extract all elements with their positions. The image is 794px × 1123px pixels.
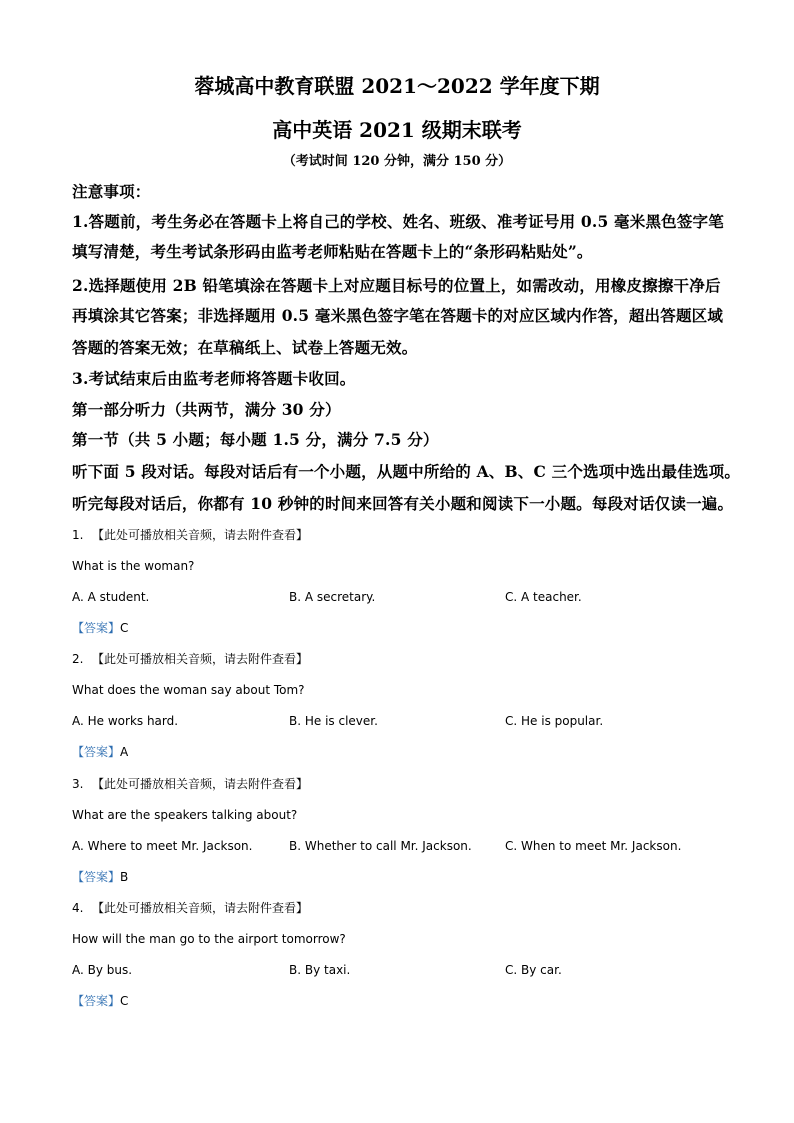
answer-line xyxy=(72,869,128,885)
option-a: A. He works hard. xyxy=(72,714,179,728)
notice-line: 2.选择题使用 2B 铅笔填涂在答题卡上对应题目标号的位置上，如需改动，用橡皮擦擦干净后 xyxy=(72,276,721,295)
question-text: What does the woman say about Tom? xyxy=(72,683,305,697)
question-text: What are the speakers talking about? xyxy=(72,808,298,822)
question-number: 3. xyxy=(72,777,84,791)
option-b: B. He is clever. xyxy=(289,714,378,728)
exam-info: （考试时间 120 分钟，满分 150 分） xyxy=(282,154,512,169)
notice-line: 答题的答案无效；在草稿纸上、试卷上答题无效。 xyxy=(72,338,418,357)
answer-line xyxy=(72,993,128,1009)
option-c: C. When to meet Mr. Jackson. xyxy=(505,839,682,853)
notice-line: 3.考试结束后由监考老师将答题卡收回。 xyxy=(72,369,356,388)
option-c: C. He is popular. xyxy=(505,714,604,728)
question-number: 2. xyxy=(72,652,84,666)
notice-line: 再填涂其它答案；非选择题用 0.5 毫米黑色签字笔在答题卡的对应区域内作答，超出答题区域 xyxy=(72,306,724,325)
notice-line: 填写清楚，考生考试条形码由监考老师粘贴在答题卡上的“条形码粘贴处”。 xyxy=(72,242,593,261)
part-heading: 第一部分听力（共两节，满分 30 分） xyxy=(72,400,341,419)
answer-line xyxy=(72,620,128,636)
option-a: A. Where to meet Mr. Jackson. xyxy=(72,839,253,853)
audio-placeholder[interactable]: 【此处可播放相关音频，请去附件查看】 xyxy=(92,652,309,666)
notice-line: 1.答题前，考生务必在答题卡上将自己的学校、姓名、班级、准考证号用 0.5 毫米黑色签字笔 xyxy=(72,212,724,231)
answer-label: 【答案】 xyxy=(72,870,121,884)
answer-value: C xyxy=(120,621,129,635)
question-number: 1. xyxy=(72,528,84,542)
audio-placeholder[interactable]: 【此处可播放相关音频，请去附件查看】 xyxy=(92,528,309,542)
option-b: B. A secretary. xyxy=(289,590,376,604)
instruction-line: 听完每段对话后，你都有 10 秒钟的时间来回答有关小题和阅读下一小题。每段对话仅读一遍。 xyxy=(72,494,734,513)
section-heading: 第一节（共 5 小题；每小题 1.5 分，满分 7.5 分） xyxy=(72,430,439,449)
answer-label: 【答案】 xyxy=(72,994,121,1008)
answer-value: C xyxy=(120,994,129,1008)
question-number: 4. xyxy=(72,901,84,915)
exam-subtitle: 高中英语 2021 级期末联考 xyxy=(272,118,522,142)
option-c: C. A teacher. xyxy=(505,590,582,604)
option-a: A. A student. xyxy=(72,590,150,604)
option-c: C. By car. xyxy=(505,963,562,977)
answer-value: B xyxy=(120,870,129,884)
instruction-line: 听下面 5 段对话。每段对话后有一个小题，从题中所给的 A、B、C 三个选项中选出最佳选项。 xyxy=(72,462,741,481)
notice-heading: 注意事项： xyxy=(72,182,151,201)
answer-value: A xyxy=(120,745,129,759)
option-b: B. By taxi. xyxy=(289,963,351,977)
question-text: What is the woman? xyxy=(72,559,195,573)
audio-placeholder[interactable]: 【此处可播放相关音频，请去附件查看】 xyxy=(92,901,309,915)
option-b: B. Whether to call Mr. Jackson. xyxy=(289,839,472,853)
audio-placeholder[interactable]: 【此处可播放相关音频，请去附件查看】 xyxy=(92,777,309,791)
answer-line xyxy=(72,744,128,760)
question-text: How will the man go to the airport tomorrow? xyxy=(72,932,346,946)
exam-title: 蓉城高中教育联盟 2021～2022 学年度下期 xyxy=(194,74,600,98)
answer-label: 【答案】 xyxy=(72,745,121,759)
answer-label: 【答案】 xyxy=(72,621,121,635)
option-a: A. By bus. xyxy=(72,963,133,977)
